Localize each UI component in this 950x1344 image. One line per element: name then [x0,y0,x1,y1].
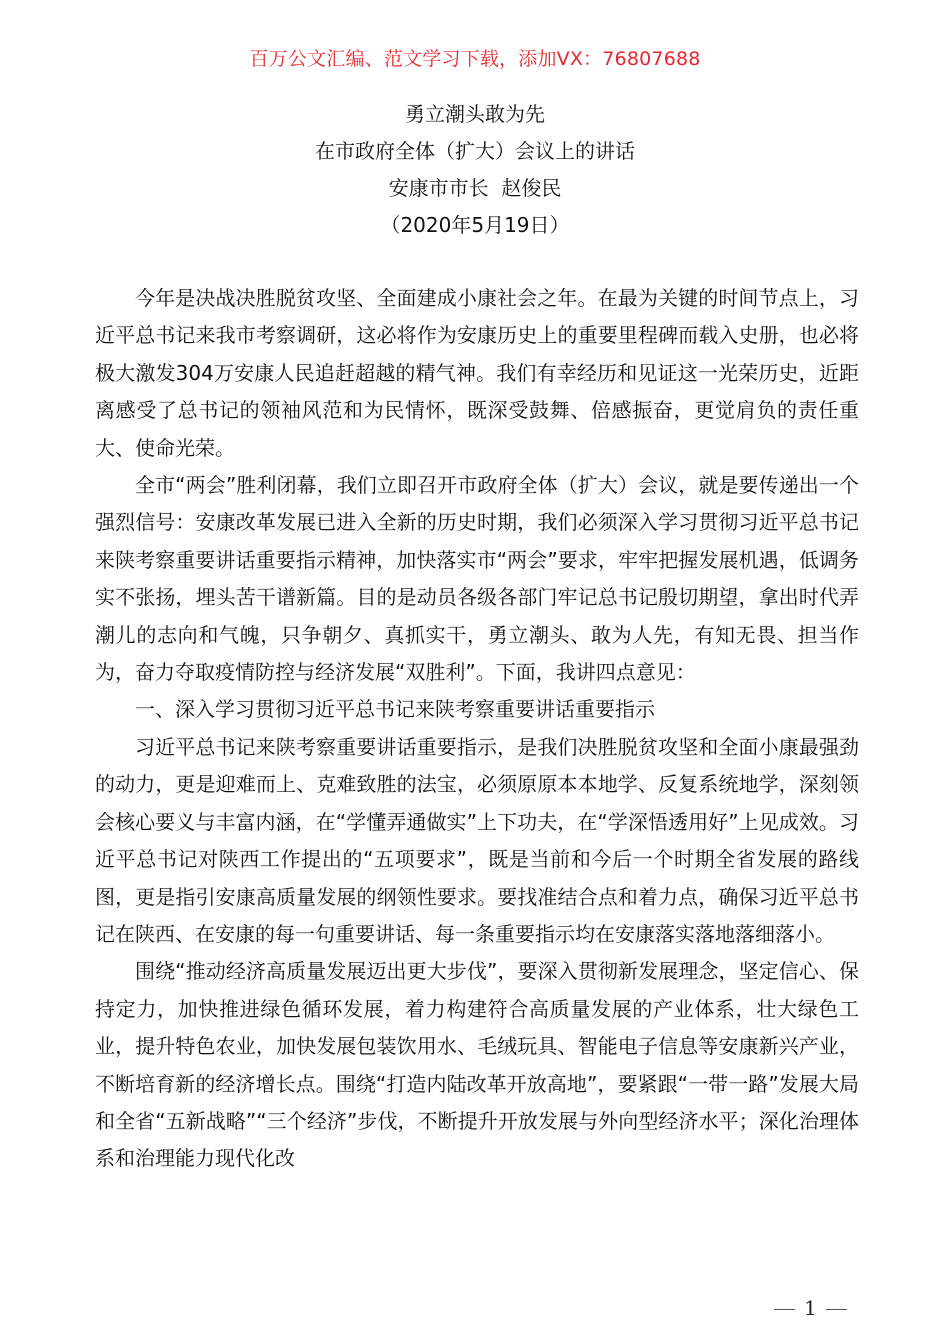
document-subtitle: 在市政府全体（扩大）会议上的讲话 [315,139,635,163]
date-line: （2020年5月19日） [380,213,570,237]
dash-left [774,1309,795,1311]
watermark-banner: 百万公文汇编、范文学习下载，添加VX：76807688 [249,48,701,70]
page-number [765,1296,856,1320]
paragraph: 今年是决战决胜脱贫攻坚、全面建成小康社会之年。在最为关键的时间节点上，习近平总书记来我市考察调研，这必将作为安康历史上的重要里程碑而载入史册，也必将极大激发304万安康人民追赶超越的精气神。我们有幸经历和见证这一光荣历史，近距离感受了总书记的领袖风范和为民情怀，既深受鼓舞、倍感振奋，更觉肩负的责任重大、使命光荣。 [95,286,859,460]
dash-right [826,1309,847,1311]
page-number-value: 1 [804,1296,817,1320]
document-title: 勇立潮头敢为先 [405,102,545,126]
paragraph: 习近平总书记来陕考察重要讲话重要指示，是我们决胜脱贫攻坚和全面小康最强劲的动力，更是迎难而上、克难致胜的法宝，必须原原本本地学、反复系统地学，深刻领会核心要义与丰富内涵，在“学懂弄通做实”上下功夫，在“学深悟透用好”上见成效。习近平总书记对陕西工作提出的“五项要求”，既是当前和今后一个时期全省发展的路线图，更是指引安康高质量发展的纲领性要求。要找准结合点和着力点，确保习近平总书记在陕西、在安康的每一句重要讲话、每一条重要指示均在安康落实落地落细落小。 [95,734,859,946]
paragraph: 全市“两会”胜利闭幕，我们立即召开市政府全体（扩大）会议，就是要传递出一个强烈信号：安康改革发展已进入全新的历史时期，我们必须深入学习贯彻习近平总书记来陕考察重要讲话重要指示精神，加快落实市“两会”要求，牢牢把握发展机遇，低调务实不张扬，埋头苦干谱新篇。目的是动员各级各部门牢记总书记殷切期望，拿出时代弄潮儿的志向和气魄，只争朝夕、真抓实干，勇立潮头、敢为人先，有知无畏、担当作为，奋力夺取疫情防控与经济发展“双胜利”。下面，我讲四点意见： [95,473,859,685]
paragraph: 围绕“推动经济高质量发展迈出更大步伐”，要深入贯彻新发展理念，坚定信心、保持定力，加快推进绿色循环发展，着力构建符合高质量发展的产业体系，壮大绿色工业，提升特色农业，加快发展包装饮用水、毛绒玩具、智能电子信息等安康新兴产业，不断培育新的经济增长点。围绕“打造内陆改革开放高地”，要紧跟“一带一路”发展大局和全省“五新战略”“三个经济”步伐，不断提升开放发展与外向型经济水平；深化治理体系和治理能力现代化改 [95,959,859,1171]
section-heading: 一、深入学习贯彻习近平总书记来陕考察重要讲话重要指示 [135,697,655,722]
speaker-line: 安康市市长 赵俊民 [388,176,562,200]
title-block [0,96,950,244]
document-body [95,280,859,1178]
